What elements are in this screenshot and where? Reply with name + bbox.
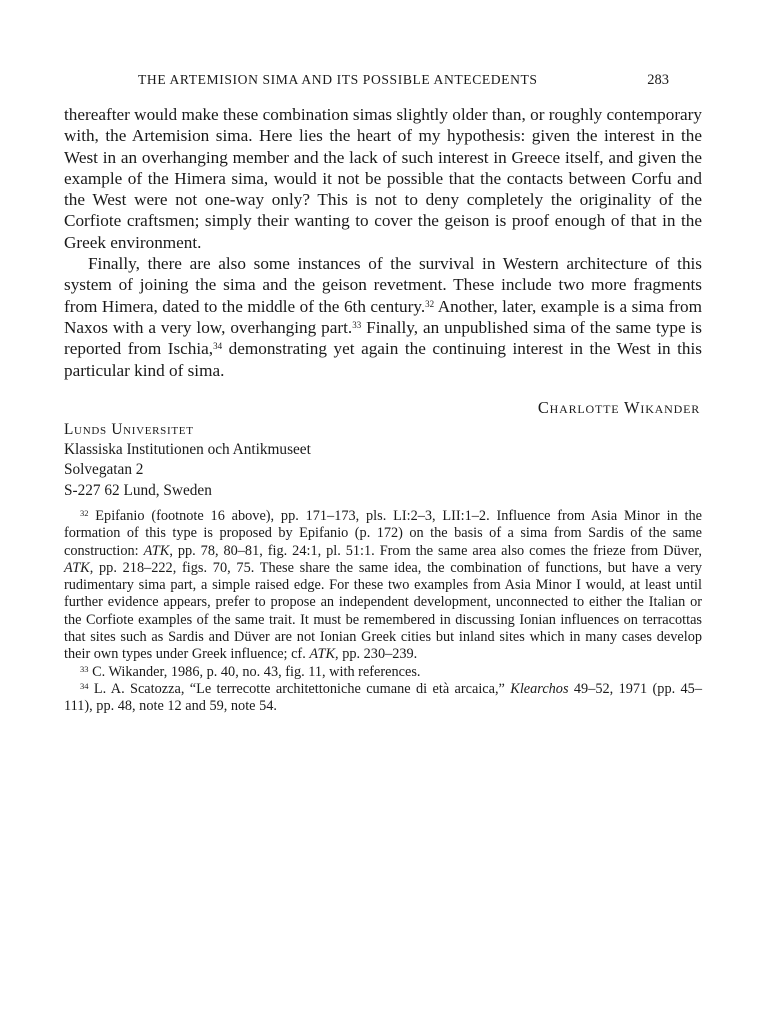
author-affiliation — [64, 420, 311, 501]
footnotes — [64, 508, 702, 716]
affiliation-institution: Lunds Universitet — [64, 421, 194, 438]
paragraph-2-text-a: Finally, there are also some instances of the survival in Western architecture of this system of joining the sima and the geison revetment. These include two more fragments from Himera, dated to the middle of the 6th century. — [64, 254, 702, 316]
footnote-33-number: 33 — [80, 663, 89, 674]
paragraph-2-text-b: Another, later, example is a sima from Naxos with a very low, overhanging part. — [64, 296, 702, 337]
page-number: 283 — [647, 72, 669, 88]
footnote-32-atk-3: ATK — [309, 646, 336, 663]
footnote-32-text-1: Epifanio (footnote 16 above), pp. 171–173, pls. LI:2–3, LII:1–2. Influence from Asia Minor in the formation of this type is proposed by Epifanio (p. 172) on the basis of a sima from Sardis of the same construction: — [64, 508, 702, 559]
footnote-32-number: 32 — [80, 508, 89, 518]
author-signature: Charlotte Wikander — [537, 398, 700, 417]
footnote-34-journal: Klearchos — [510, 680, 569, 697]
footnote-32-atk-1: ATK — [143, 542, 170, 559]
paragraph-2-text-c: Finally, an unpublished sima of the same type is reported from Ischia, — [64, 317, 702, 359]
footnote-32-text-3: , pp. 218–222, figs. 70, 75. These share the same idea, the combination of functions, but have a very rudimentary sima part, a simple raised edge. For these two examples from Asia Minor I would, at least until further evidence appears, prefer to propose an independent development, unconnected to either the Italian or the Corfiote examples of the same trait. It must be remembered in discussing Ionian influences on terracottas that sites such as Sardis and Düver are not Ionian Greek cities but inland sites which in many cases develop their own types under Greek influence; cf. — [64, 559, 702, 663]
footnote-34-text-2: 49–52, 1971 (pp. 45–111), pp. 48, note 12 and 59, note 54. — [64, 680, 702, 715]
running-title: THE ARTEMISION SIMA AND ITS POSSIBLE ANTECEDENTS — [138, 72, 538, 87]
affiliation-street: Solvegatan 2 — [64, 461, 144, 479]
footnote-34 — [64, 681, 702, 716]
footnote-ref-33: 33 — [352, 319, 362, 330]
footnote-34-text-1: L. A. Scatozza, “Le terrecotte architettoniche cumane di età arcaica,” — [88, 680, 511, 697]
affiliation-city: S-227 62 Lund, Sweden — [64, 481, 212, 499]
footnote-32-text-4: , pp. 230–239. — [335, 646, 418, 663]
paragraph-2-text-d: demonstrating yet again the continuing interest in the West in this particular kind of sima. — [64, 339, 702, 380]
main-text — [64, 104, 702, 381]
paragraph-1: thereafter would make these combination simas slightly older than, or roughly contemporary with, the Artemision sima. Here lies the heart of my hypothesis: given the interest in the West in an overhanging member and the lack of such interest in Greece itself, and given the example of the Himera sima, would it not be possible that the contacts between Corfu and the West were not one-way only? This is not to deny completely the originality of the Corfiote craftsmen; simply their wanting to cover the geison is proof enough of that in the Greek environment. — [64, 105, 702, 252]
footnote-33 — [64, 664, 702, 681]
footnote-34-number: 34 — [80, 680, 89, 691]
footnote-32-atk-2: ATK — [64, 559, 90, 576]
footnote-ref-34: 34 — [213, 341, 223, 352]
affiliation-department: Klassiska Institutionen och Antikmuseet — [64, 441, 311, 459]
footnote-32 — [64, 508, 702, 664]
paragraph-2 — [64, 253, 702, 381]
footnote-32-text-2: , pp. 78, 80–81, fig. 24:1, pl. 51:1. From the same area also comes the frieze from Düver, — [169, 542, 702, 559]
footnote-33-text: C. Wikander, 1986, p. 40, no. 43, fig. 11, with references. — [88, 663, 421, 680]
footnote-ref-32: 32 — [425, 298, 435, 309]
